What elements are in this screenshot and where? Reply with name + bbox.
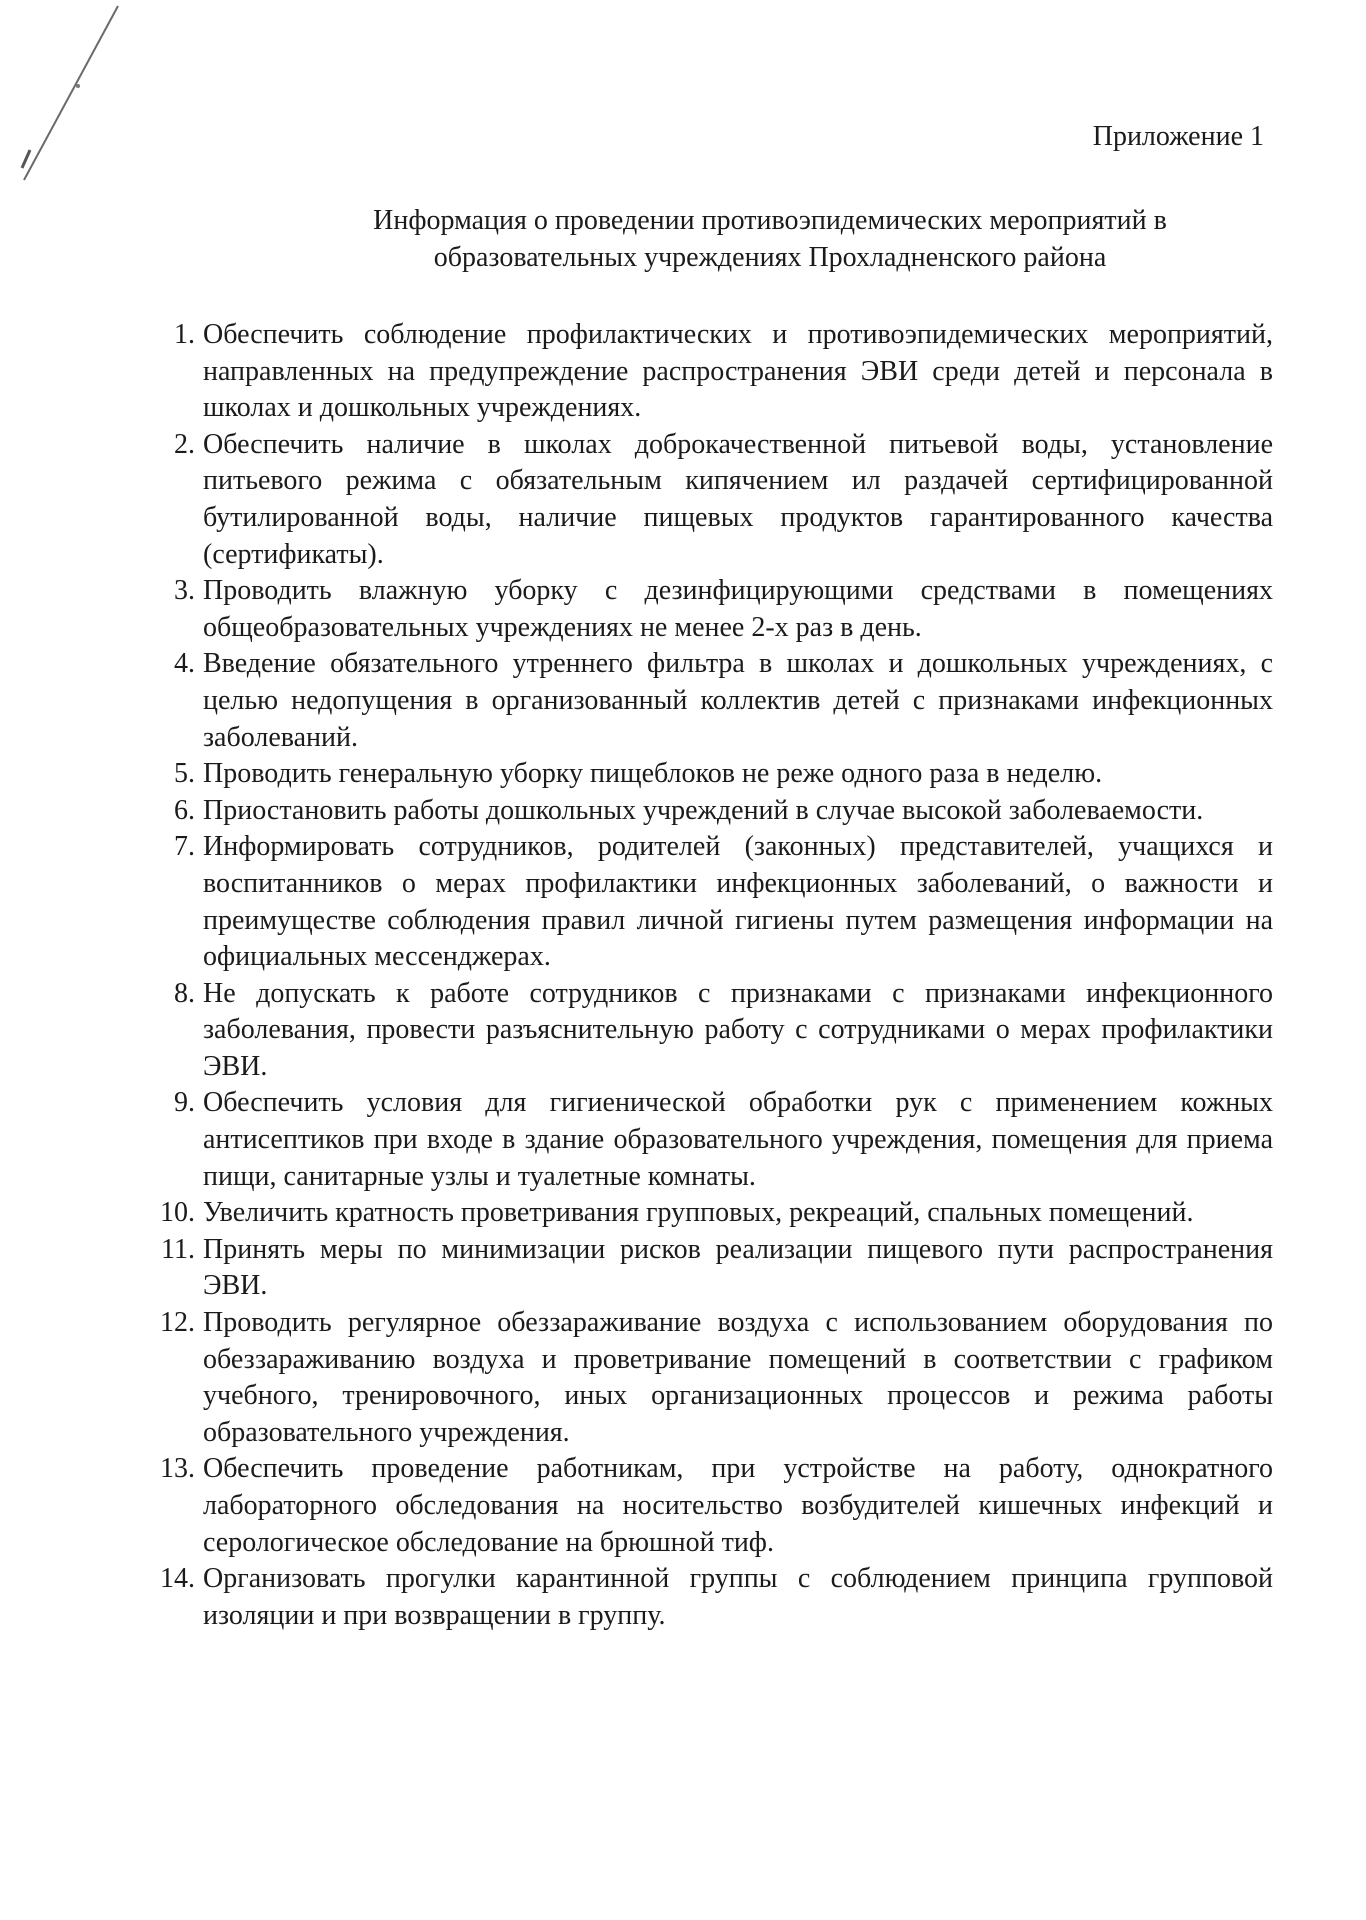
item-text: Организовать прогулки карантинной группы с соблюдением принципа групповой изоляции и при возвращении в группу. [203,1563,1273,1631]
item-number: 5. [174,758,195,790]
list-item [145,1305,1273,1451]
list-item [145,1561,1273,1634]
item-text: Приостановить работы дошкольных учреждений в случае высокой заболеваемости. [203,794,1204,826]
list-item [145,829,1273,975]
item-number: 13. [160,1453,195,1485]
item-text: Принять меры по минимизации рисков реализации пищевого пути распространения ЭВИ. [203,1233,1273,1302]
item-number: 9. [174,1087,195,1119]
list-item [145,976,1273,1086]
item-text: Проводить генеральную уборку пищеблоков не реже одного раза в неделю. [203,758,1103,790]
item-number: 1. [174,319,195,350]
item-number: 7. [174,831,195,863]
list-item [145,573,1273,646]
item-text: Обеспечить соблюдение профилактических и противоэпидемических мероприятий, направленных на предупреждение распространения ЭВИ среди детей и персонала в школах и дошкольных учреждениях. [203,319,1273,424]
list-item [145,1195,1273,1232]
appendix-label: Приложение 1 [1092,121,1264,152]
document-title [300,202,1240,276]
list-item [145,1232,1273,1305]
scan-corner-mark [0,0,140,220]
list-item [145,756,1273,793]
list-item [145,427,1273,573]
item-number: 3. [174,575,195,607]
list-item [145,646,1273,756]
list-item [145,793,1273,830]
item-number: 8. [174,977,195,1009]
item-text: Не допускать к работе сотрудников с признаками с признаками инфекционного заболевания, провести разъяснительную работу с сотрудниками о мерах профилактики ЭВИ. [203,977,1273,1082]
list-item [145,1085,1273,1195]
item-number: 4. [174,648,195,680]
list-item [145,1451,1273,1561]
measures-list [145,317,1273,1634]
item-number: 12. [160,1307,195,1339]
item-text: Введение обязательного утреннего фильтра в школах и дошкольных учреждениях, с целью недопущения в организованный коллектив детей с признаками инфекционных заболеваний. [203,648,1273,753]
item-number: 10. [160,1197,195,1229]
item-text: Обеспечить наличие в школах доброкачественной питьевой воды, установление питьевого режима с обязательным кипячением ил раздачей сертифицированной бутилированной воды, наличие пищевых продуктов гарантированного качества (сертификаты). [203,428,1273,570]
item-number: 14. [160,1563,195,1595]
item-text: Проводить влажную уборку с дезинфицирующими средствами в помещениях общеобразовательных учреждениях не менее 2-х раз в день. [203,575,1273,643]
item-text: Обеспечить проведение работникам, при устройстве на работу, однократного лабораторного обследования на носительство возбудителей кишечных инфекций и серологическое обследование на брюшной тиф. [203,1453,1273,1558]
document-title-line-1: Информация о проведении противоэпидемических мероприятий в [373,205,1167,236]
item-text: Обеспечить условия для гигиенической обработки рук с применением кожных антисептиков при входе в здание образовательного учреждения, помещения для приема пищи, санитарные узлы и туалетные комнаты. [203,1087,1273,1192]
item-text: Информировать сотрудников, родителей (законных) представителей, учащихся и воспитанников о мерах профилактики инфекционных заболеваний, о важности и преимуществе соблюдения правил личной гигиены путем размещения информации на официальных мессенджерах. [203,831,1273,973]
item-text: Проводить регулярное обеззараживание воздуха с использованием оборудования по обеззараживанию воздуха и проветривание помещений в соответствии с графиком учебного, тренировочного, иных организационных процессов и режима работы образовательного учреждения. [203,1307,1273,1448]
item-text: Увеличить кратность проветривания групповых, рекреаций, спальных помещений. [203,1197,1194,1229]
item-number: 6. [174,794,195,826]
item-number: 11. [161,1233,195,1265]
item-number: 2. [174,428,195,460]
document-title-line-2: образовательных учреждениях Прохладненского района [433,242,1107,273]
list-item [145,317,1273,427]
